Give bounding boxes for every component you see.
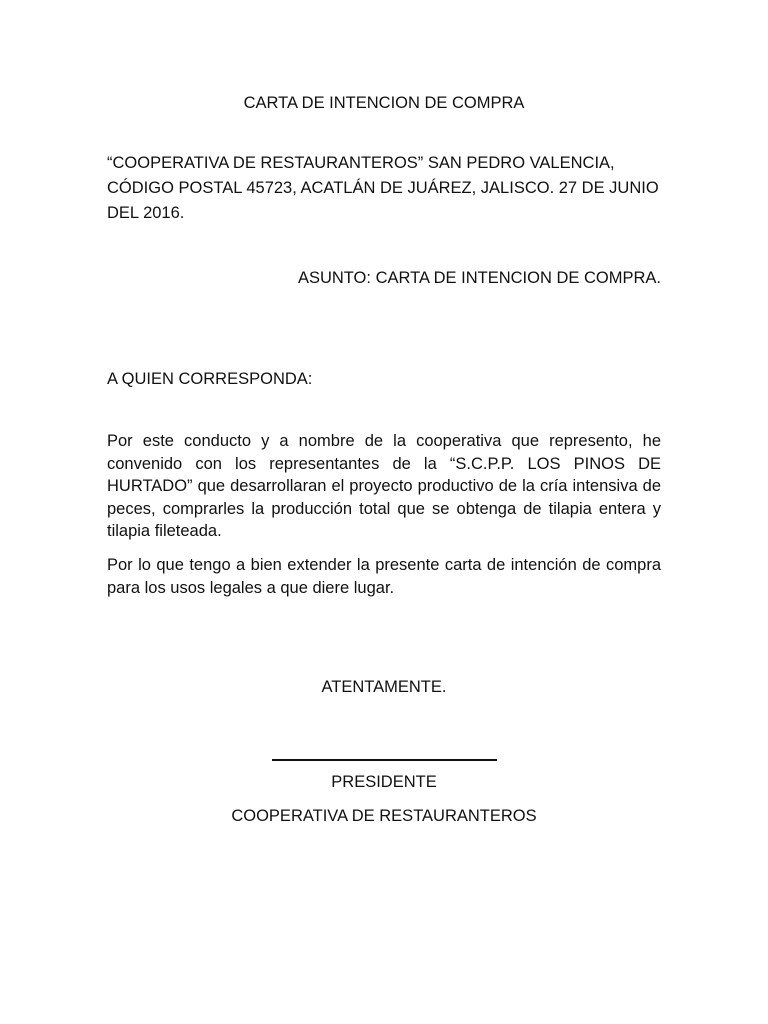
letter-subject: ASUNTO: CARTA DE INTENCION DE COMPRA. bbox=[297, 269, 661, 287]
letter-header: “COOPERATIVA DE RESTAURANTEROS” SAN PEDRO VALENCIA, CÓDIGO POSTAL 45723, ACATLÁN DE JUÁREZ, JALISCO. 27 DE JUNIO DEL 2016. bbox=[107, 154, 659, 222]
letter-title: CARTA DE INTENCION DE COMPRA bbox=[243, 94, 525, 112]
signature-line bbox=[272, 759, 497, 761]
body-paragraph-2: Por lo que tengo a bien extender la presente carta de intención de compra para los usos legales a que diere lugar. bbox=[107, 556, 661, 597]
letter-salutation: A QUIEN CORRESPONDA: bbox=[107, 370, 313, 388]
signer-organization: COOPERATIVA DE RESTAURANTEROS bbox=[231, 807, 537, 825]
letter-closing: ATENTAMENTE. bbox=[321, 678, 447, 696]
signer-position: PRESIDENTE bbox=[331, 773, 437, 791]
body-paragraph-1: Por este conducto y a nombre de la cooperativa que represento, he convenido con los representantes de la “S.C.P.P. LOS PINOS DE HURTADO” que desarrollaran el proyecto productivo de la cría intensiva de peces, comprarles la producción total que se obtenga de tilapia entera y tilapia fileteada. bbox=[107, 432, 661, 540]
